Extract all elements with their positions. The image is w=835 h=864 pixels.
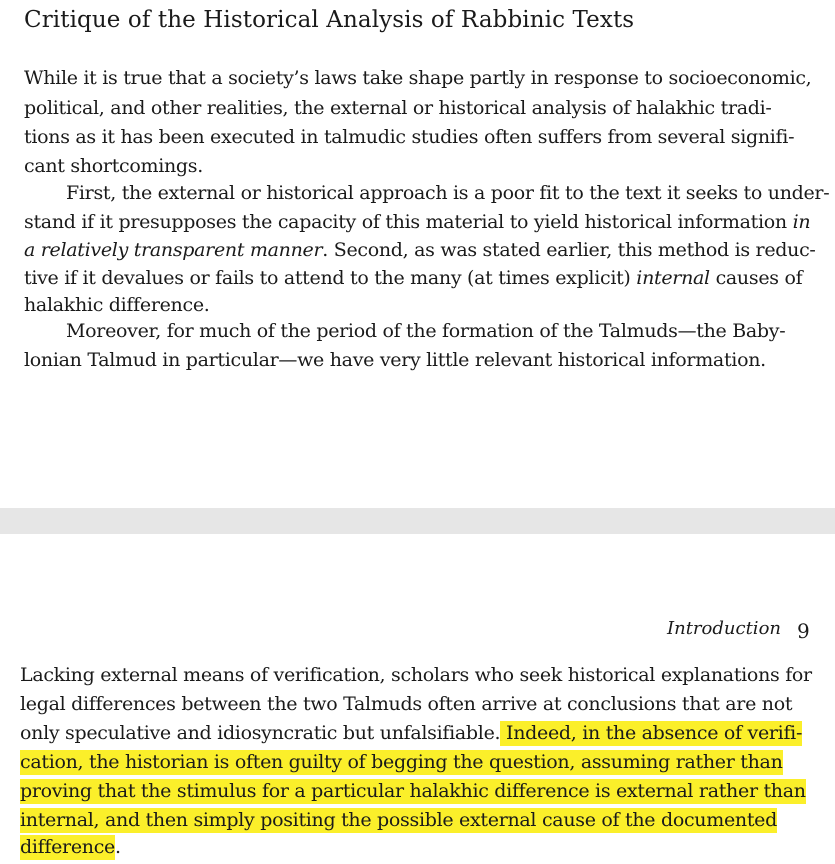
text-line: tions as it has been executed in talmudic studies often suffers from several signifi- bbox=[24, 126, 795, 148]
running-head: Introduction bbox=[667, 618, 781, 639]
emphasis-text: a relatively transparent manner bbox=[24, 239, 323, 261]
highlighted-text: Indeed, in the absence of verifi- bbox=[500, 722, 803, 744]
text-line: tive if it devalues or fails to attend to the many (at times explicit) internal causes of bbox=[24, 267, 803, 289]
text-line: difference. bbox=[20, 836, 121, 858]
emphasis-text: in bbox=[792, 211, 811, 233]
text-line bbox=[20, 809, 777, 831]
page-number: 9 bbox=[797, 619, 810, 643]
text-line: lonian Talmud in particular—we have very little relevant historical information. bbox=[24, 349, 766, 371]
text-line: stand if it presupposes the capacity of this material to yield historical information in bbox=[24, 211, 811, 233]
text-line: cant shortcomings. bbox=[24, 155, 203, 177]
emphasis-text: internal bbox=[636, 267, 710, 289]
text-line: halakhic difference. bbox=[24, 294, 210, 316]
text-line: First, the external or historical approach is a poor fit to the text it seeks to under- bbox=[66, 182, 830, 204]
text-line: political, and other realities, the external or historical analysis of halakhic tradi- bbox=[24, 97, 772, 119]
text-line bbox=[20, 751, 783, 773]
text-line bbox=[20, 780, 806, 802]
text-line: While it is true that a society’s laws take shape partly in response to socioeconomic, bbox=[24, 67, 812, 89]
highlighted-text: difference bbox=[20, 836, 115, 858]
highlighted-text: cation, the historian is often guilty of begging the question, assuming rather than bbox=[20, 751, 783, 773]
highlighted-text: internal, and then simply positing the possible external cause of the documented bbox=[20, 809, 777, 831]
text-line: a relatively transparent manner. Second, as was stated earlier, this method is reduc- bbox=[24, 239, 816, 261]
page-divider bbox=[0, 508, 835, 534]
text-line: Lacking external means of verification, scholars who seek historical explanations for bbox=[20, 664, 812, 686]
section-heading: Critique of the Historical Analysis of Rabbinic Texts bbox=[24, 7, 635, 33]
highlighted-text: proving that the stimulus for a particular halakhic difference is external rather than bbox=[20, 780, 806, 802]
text-line: Moreover, for much of the period of the formation of the Talmuds—the Baby- bbox=[66, 320, 786, 342]
text-line: only speculative and idiosyncratic but unfalsifiable. Indeed, in the absence of verifi- bbox=[20, 722, 803, 744]
text-line: legal differences between the two Talmuds often arrive at conclusions that are not bbox=[20, 693, 793, 715]
